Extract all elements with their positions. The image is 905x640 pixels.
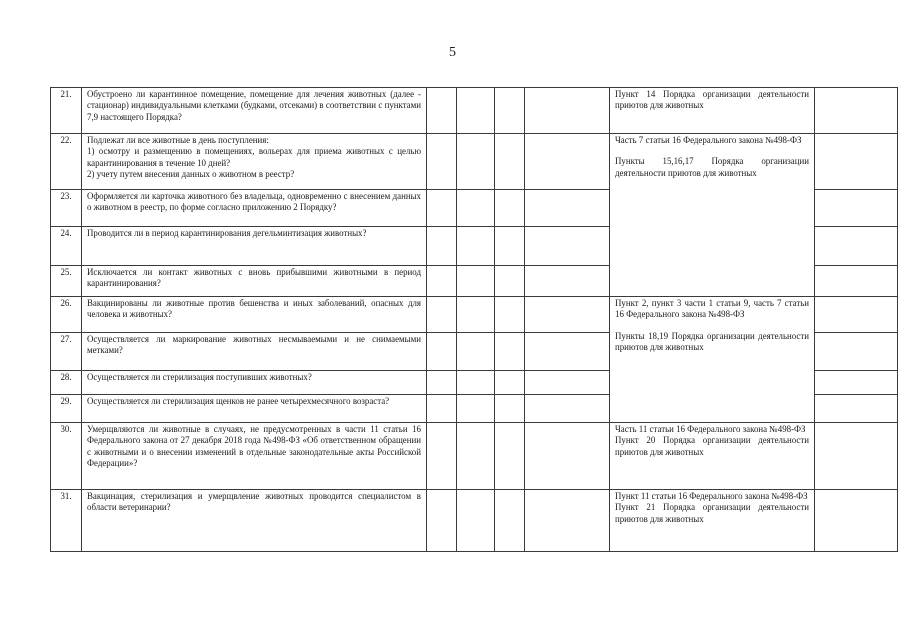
answer-cell-yes[interactable]	[427, 395, 457, 423]
row-number: 27.	[51, 333, 82, 371]
table-row	[51, 134, 898, 190]
legal-reference	[610, 134, 815, 297]
row-number: 22.	[51, 134, 82, 190]
answer-cell-yes[interactable]	[427, 297, 457, 333]
comment-cell[interactable]	[815, 490, 898, 552]
answer-cell-no[interactable]	[457, 88, 495, 134]
reference-text: Часть 11 статьи 16 Федерального закона №498-ФЗ	[615, 424, 806, 434]
legal-reference	[610, 423, 815, 490]
answer-cell-na[interactable]	[495, 227, 525, 266]
comment-cell[interactable]	[815, 423, 898, 490]
note-cell[interactable]	[525, 490, 610, 552]
row-question: Осуществляется ли стерилизация щенков не ранее четырехмесячного возраста?	[82, 395, 427, 423]
row-question: Проводится ли в период карантинирования дегельминтизация животных?	[82, 227, 427, 266]
table-row	[51, 423, 898, 490]
legal-reference	[610, 88, 815, 134]
row-question: Вакцинация, стерилизация и умерщвление животных проводится специалистом в области ветеринарии?	[82, 490, 427, 552]
row-question: Исключается ли контакт животных с вновь прибывшими животными в период карантинирования?	[82, 266, 427, 297]
row-question	[82, 134, 427, 190]
row-number: 31.	[51, 490, 82, 552]
note-cell[interactable]	[525, 266, 610, 297]
answer-cell-no[interactable]	[457, 423, 495, 490]
reference-text: Пункт 2, пункт 3 части 1 статьи 9, часть 7 статьи 16 Федерального закона №498-ФЗ	[615, 298, 809, 320]
answer-cell-na[interactable]	[495, 371, 525, 395]
answer-cell-no[interactable]	[457, 490, 495, 552]
legal-reference	[610, 490, 815, 552]
question-line: 1) осмотру и размещению в помещениях, вольерах для приема животных с целью карантинирования в течение 10 дней?	[87, 146, 421, 168]
note-cell[interactable]	[525, 227, 610, 266]
answer-cell-na[interactable]	[495, 266, 525, 297]
comment-cell[interactable]	[815, 227, 898, 266]
row-number: 23.	[51, 190, 82, 227]
note-cell[interactable]	[525, 190, 610, 227]
question-line: Подлежат ли все животные в день поступления:	[87, 135, 269, 145]
answer-cell-yes[interactable]	[427, 371, 457, 395]
answer-cell-yes[interactable]	[427, 266, 457, 297]
answer-cell-no[interactable]	[457, 190, 495, 227]
row-number: 29.	[51, 395, 82, 423]
row-question: Осуществляется ли стерилизация поступивших животных?	[82, 371, 427, 395]
row-question: Оформляется ли карточка животного без владельца, одновременно с внесением данных о животном в реестр, по форме согласно приложению 2 Порядку?	[82, 190, 427, 227]
comment-cell[interactable]	[815, 333, 898, 371]
row-question: Умерщвляются ли животные в случаях, не предусмотренных в части 11 статьи 16 Федерального закона от 27 декабря 2018 года №498-ФЗ «Об ответственном обращении с животными и о внесении изменений в отдельные законодательные акты Российской Федерации»?	[82, 423, 427, 490]
answer-cell-na[interactable]	[495, 190, 525, 227]
row-number: 28.	[51, 371, 82, 395]
answer-cell-na[interactable]	[495, 134, 525, 190]
comment-cell[interactable]	[815, 88, 898, 134]
comment-cell[interactable]	[815, 297, 898, 333]
answer-cell-yes[interactable]	[427, 423, 457, 490]
question-line: 2) учету путем внесения данных о животном в реестр?	[87, 169, 295, 180]
reference-text: Пункт 20 Порядка организации деятельности приютов для животных	[615, 435, 809, 457]
reference-text: Часть 7 статьи 16 Федерального закона №498-ФЗ	[615, 135, 802, 145]
reference-text: Пункты 15,16,17 Порядка организации деятельности приютов для животных	[615, 156, 809, 178]
note-cell[interactable]	[525, 297, 610, 333]
answer-cell-yes[interactable]	[427, 88, 457, 134]
note-cell[interactable]	[525, 423, 610, 490]
answer-cell-na[interactable]	[495, 88, 525, 134]
comment-cell[interactable]	[815, 266, 898, 297]
note-cell[interactable]	[525, 371, 610, 395]
comment-cell[interactable]	[815, 371, 898, 395]
row-number: 24.	[51, 227, 82, 266]
note-cell[interactable]	[525, 134, 610, 190]
page-number: 5	[449, 45, 456, 60]
comment-cell[interactable]	[815, 190, 898, 227]
row-question: Обустроено ли карантинное помещение, помещение для лечения животных (далее - стационар) индивидуальными клетками (будками, отсеками) в соответствии с пунктами 7,9 настоящего Порядка?	[82, 88, 427, 134]
answer-cell-no[interactable]	[457, 395, 495, 423]
reference-text: Пункт 11 статьи 16 Федерального закона №498-ФЗ	[615, 491, 808, 501]
answer-cell-no[interactable]	[457, 371, 495, 395]
table-row	[51, 297, 898, 333]
answer-cell-yes[interactable]	[427, 227, 457, 266]
row-question: Вакцинированы ли животные против бешенства и иных заболеваний, опасных для человека и животных?	[82, 297, 427, 333]
note-cell[interactable]	[525, 395, 610, 423]
comment-cell[interactable]	[815, 134, 898, 190]
row-number: 21.	[51, 88, 82, 134]
answer-cell-no[interactable]	[457, 134, 495, 190]
reference-text: Пункт 14 Порядка организации деятельности приютов для животных	[615, 89, 809, 111]
table-row	[51, 88, 898, 134]
answer-cell-yes[interactable]	[427, 333, 457, 371]
comment-cell[interactable]	[815, 395, 898, 423]
row-question: Осуществляется ли маркирование животных несмываемыми и не снимаемыми метками?	[82, 333, 427, 371]
answer-cell-no[interactable]	[457, 227, 495, 266]
row-number: 25.	[51, 266, 82, 297]
answer-cell-yes[interactable]	[427, 490, 457, 552]
answer-cell-na[interactable]	[495, 395, 525, 423]
answer-cell-no[interactable]	[457, 333, 495, 371]
reference-text: Пункты 18,19 Порядка организации деятельности приютов для животных	[615, 330, 809, 353]
row-number: 30.	[51, 423, 82, 490]
answer-cell-no[interactable]	[457, 266, 495, 297]
answer-cell-na[interactable]	[495, 423, 525, 490]
answer-cell-na[interactable]	[495, 490, 525, 552]
answer-cell-yes[interactable]	[427, 190, 457, 227]
note-cell[interactable]	[525, 88, 610, 134]
answer-cell-na[interactable]	[495, 333, 525, 371]
legal-reference	[610, 297, 815, 423]
table-row	[51, 490, 898, 552]
answer-cell-na[interactable]	[495, 297, 525, 333]
row-number: 26.	[51, 297, 82, 333]
note-cell[interactable]	[525, 333, 610, 371]
checklist-table	[50, 87, 898, 552]
answer-cell-yes[interactable]	[427, 134, 457, 190]
reference-text: Пункт 21 Порядка организации деятельности приютов для животных	[615, 502, 809, 524]
answer-cell-no[interactable]	[457, 297, 495, 333]
